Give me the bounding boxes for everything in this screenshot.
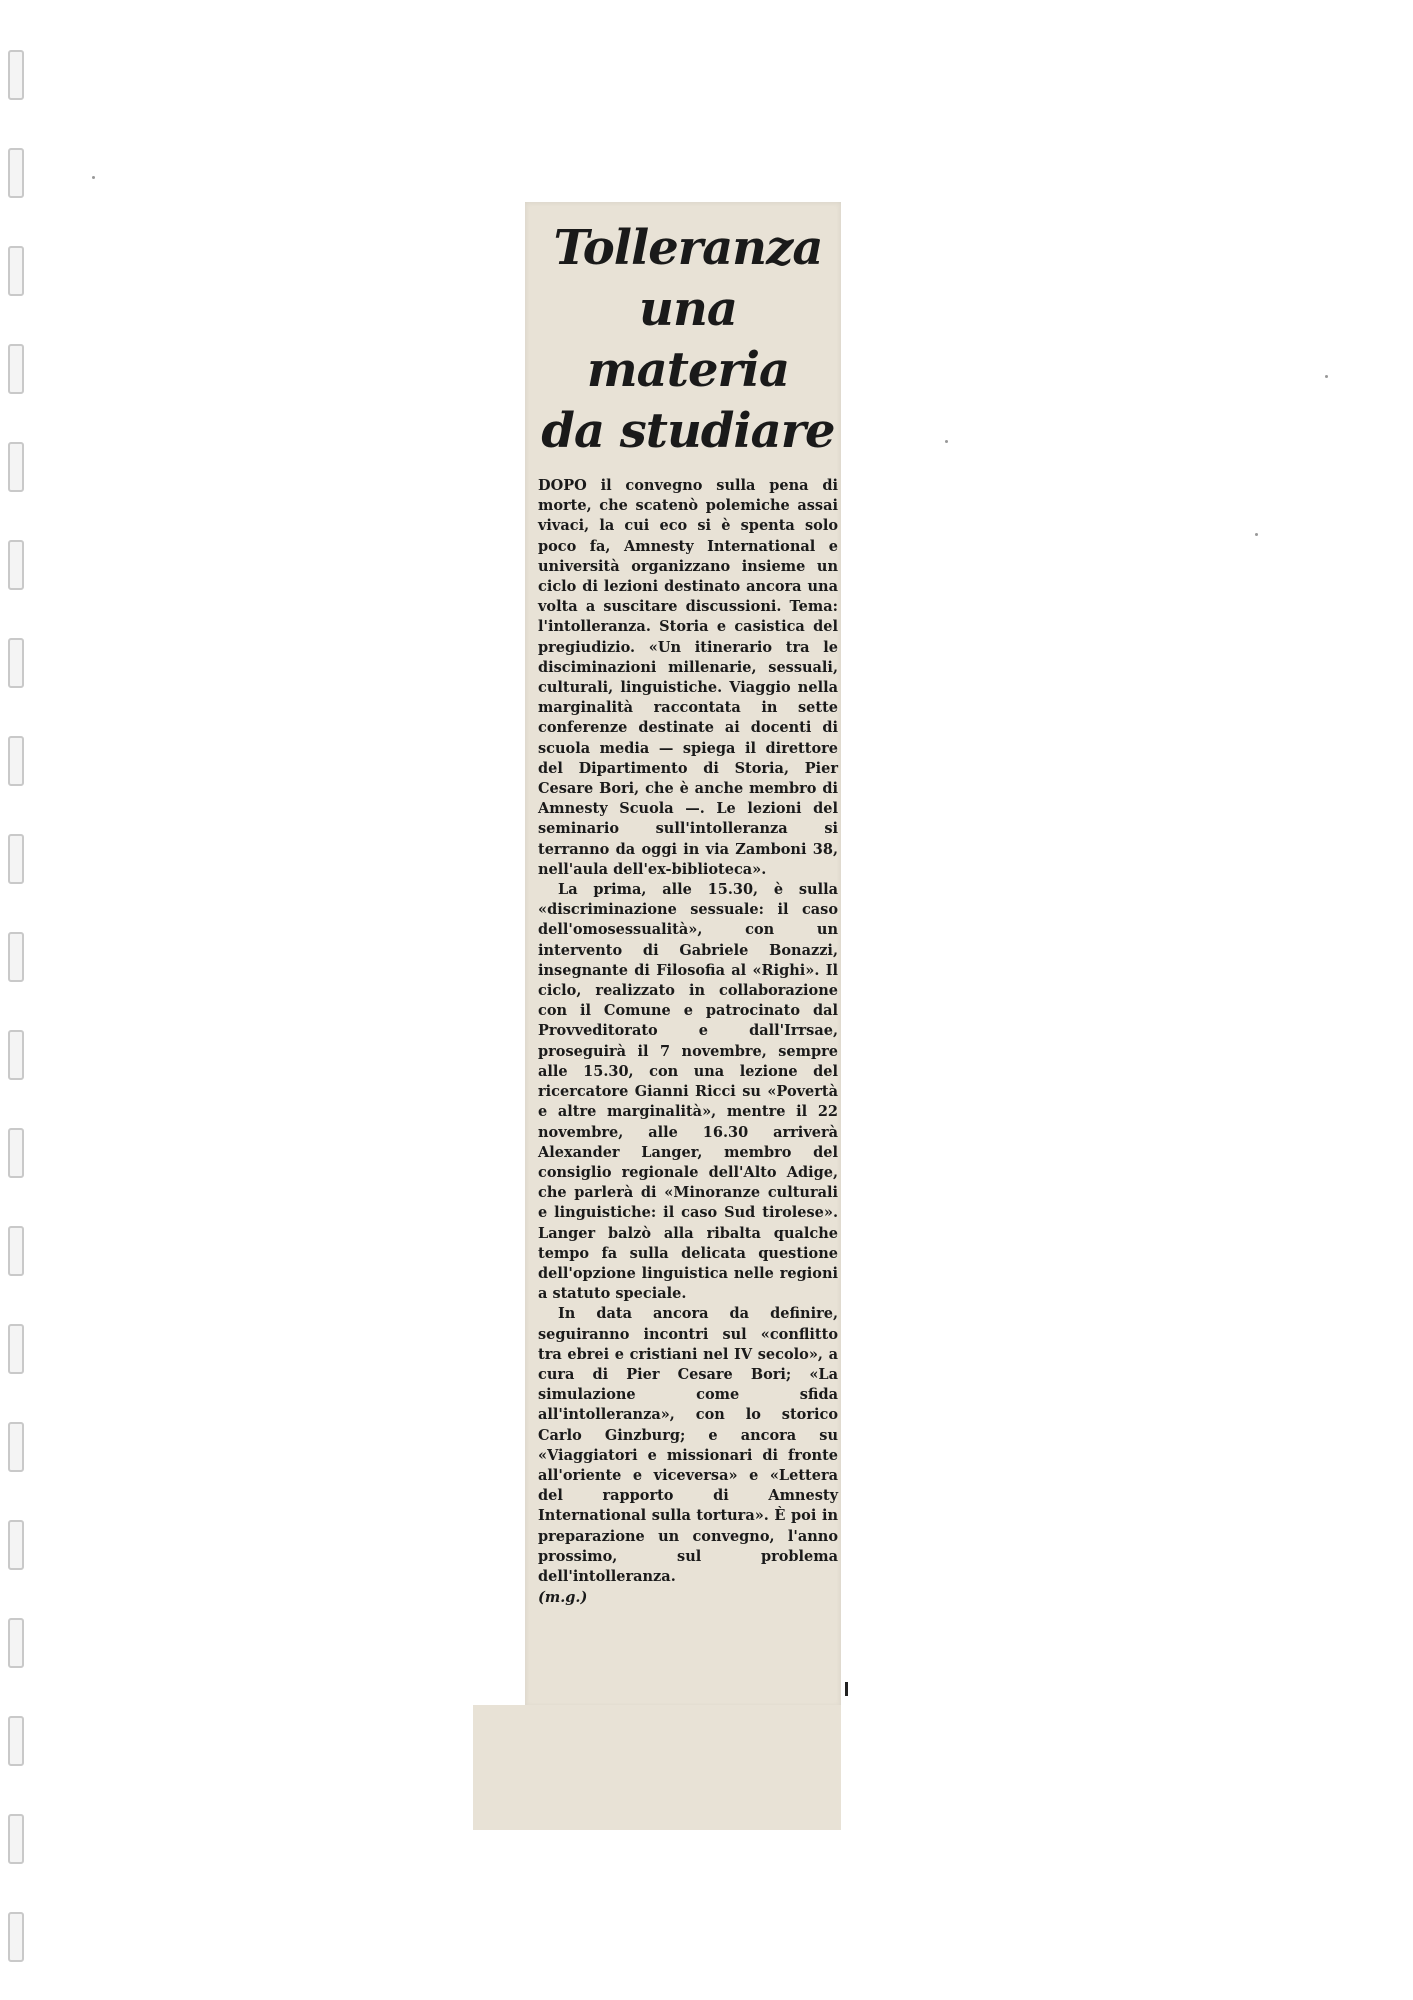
binder-hole: [8, 1716, 24, 1766]
binder-hole: [8, 932, 24, 982]
binder-hole: [8, 1226, 24, 1276]
binder-hole: [8, 540, 24, 590]
binder-hole: [8, 736, 24, 786]
headline-line: una materia: [586, 281, 790, 398]
binder-hole: [8, 1814, 24, 1864]
dust-speck: [92, 176, 95, 179]
binder-hole: [8, 1128, 24, 1178]
clipping-edge-mark: [845, 1682, 848, 1696]
binder-hole: [8, 246, 24, 296]
article: [538, 218, 838, 1606]
author-signature: (m.g.): [538, 1589, 588, 1607]
headline-line: da studiare: [541, 403, 835, 459]
dust-speck: [1255, 533, 1258, 536]
binder-hole: [8, 344, 24, 394]
article-paragraph: In data ancora da definire, seguiranno incontri sul «conflitto tra ebrei e cristiani nel IV secolo», a cura di Pier Cesare Bori; «La simulazione come sfida all'intolleranza», con lo storico Carlo Ginzburg; e ancora su «Viaggiatori e missionari di fronte all'oriente e viceversa» e «Lettera del rapporto di Amnesty International sulla tortura». È poi in preparazione un convegno, l'anno prossimo, sul problema dell'intolleranza.: [538, 1305, 838, 1585]
article-paragraph: La prima, alle 15.30, è sulla «discriminazione sessuale: il caso dell'omosessualità», con un intervento di Gabriele Bonazzi, insegnante di Filosofia al «Righi». Il ciclo, realizzato in collaborazione con il Comune e patrocinato dal Provveditorato e dall'Irrsae, proseguirà il 7 novembre, sempre alle 15.30, con una lezione del ricercatore Gianni Ricci su «Povertà e altre marginalità», mentre il 22 novembre, alle 16.30 arriverà Alexander Langer, membro del consiglio regionale dell'Alto Adige, che parlerà di «Minoranze culturali e linguistiche: il caso Sud tirolese». Langer balzò alla ribalta qualche tempo fa sulla delicata questione dell'opzione linguistica nelle regioni a statuto speciale.: [538, 881, 838, 1303]
binder-holes: [8, 0, 30, 2000]
article-paragraph: DOPO il convegno sulla pena di morte, che scatenò polemiche assai vivaci, la cui eco si è spenta solo poco fa, Amnesty International e università organizzano insieme un ciclo di lezioni destinato ancora una volta a suscitare discussioni. Tema: l'intolleranza. Storia e casistica del pregiudizio. «Un itinerario tra le disciminazioni millenarie, sessuali, culturali, linguistiche. Viaggio nella marginalità raccontata in sette conferenze destinate ai docenti di scuola media — spiega il direttore del Dipartimento di Storia, Pier Cesare Bori, che è anche membro di Amnesty Scuola —. Le lezioni del seminario sull'intolleranza si terranno da oggi in via Zamboni 38, nell'aula dell'ex-biblioteca».: [538, 477, 838, 878]
binder-hole: [8, 1912, 24, 1962]
binder-hole: [8, 1618, 24, 1668]
binder-hole: [8, 1030, 24, 1080]
headline-line: Tolleranza: [553, 220, 823, 276]
binder-hole: [8, 1422, 24, 1472]
binder-hole: [8, 442, 24, 492]
binder-hole: [8, 638, 24, 688]
article-headline: [538, 218, 838, 462]
binder-hole: [8, 1324, 24, 1374]
binder-hole: [8, 50, 24, 100]
newspaper-clipping-tail: [473, 1705, 841, 1830]
article-body: [538, 476, 838, 1587]
binder-hole: [8, 1520, 24, 1570]
dust-speck: [1325, 375, 1328, 378]
dust-speck: [945, 440, 948, 443]
binder-hole: [8, 148, 24, 198]
binder-hole: [8, 834, 24, 884]
